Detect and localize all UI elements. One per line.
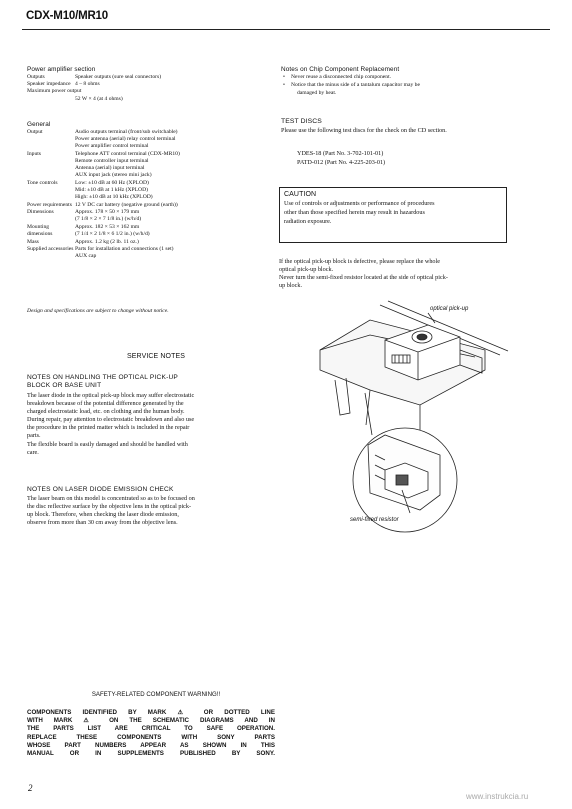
spec-value-line: Mid: ±10 dB at 1 kHz (XPLOD) [75, 187, 148, 194]
test-disc-1: YDES-18 (Part No. 3-702-101-01) [297, 150, 384, 157]
spec-value-line: AUX input jack (stereo mini jack) [75, 171, 152, 178]
safety-line: MANUAL OR IN SUPPLEMENTS PUBLISHED BY SONY. [27, 750, 275, 758]
safety-warning-text [27, 709, 275, 758]
pickup-handling-text [27, 392, 267, 457]
spec-value-line: (7 1/4 × 2 1/8 × 6 1/2 in.) (w/h/d) [75, 230, 150, 237]
laser-text-line: The laser beam on this model is concentrated so as to be focused on [27, 495, 195, 502]
header-rule [22, 29, 550, 30]
spec-label: Output [27, 129, 43, 135]
safety-line: THE PARTS LIST ARE CRITICAL TO SAFE OPERATION. [27, 725, 275, 733]
pickup-note-line: Never turn the semi-fixed resistor located at the side of optical pick- [279, 274, 448, 282]
spec-label: Speaker impedance [27, 81, 71, 87]
figure-label-semi-fixed-resistor: semi-fixed resistor [350, 517, 399, 523]
spec-value [75, 224, 295, 238]
caution-line-3: radiation exposure. [284, 218, 332, 225]
caution-line-1: Use of controls or adjustments or performance of procedures [284, 200, 435, 207]
spec-value-line: Power amplifier control terminal [75, 143, 149, 149]
pickup-note-line: optical pick-up block. [279, 266, 334, 274]
spec-value-line: (7 1/8 × 2 × 7 1/8 in.) (w/h/d) [75, 216, 142, 223]
spec-label: Supplied accessories [27, 245, 74, 252]
spec-value [75, 151, 295, 179]
laser-text-line: up block. Therefore, when checking the laser diode emission, [27, 511, 179, 519]
pickup-replace-note [279, 258, 519, 290]
pickup-heading-line1: NOTES ON HANDLING THE OPTICAL PICK-UP [27, 374, 179, 381]
safety-line: WHOSE PART NUMBERS APPEAR AS SHOWN IN THIS [27, 741, 275, 749]
spec-value [75, 180, 295, 201]
spec-label: Inputs [27, 150, 41, 157]
spec-value-line: Remote controller input terminal [75, 157, 149, 164]
spec-value-line: Approx. 178 × 50 × 179 mm [75, 209, 140, 216]
safety-line: REPLACE THESE COMPONENTS WITH SONY PARTS [27, 733, 275, 741]
pickup-text-line: During repair, pay attention to electrostatic breakdown and also use [27, 416, 195, 424]
figure-label-optical-pickup: optical pick-up [430, 306, 469, 312]
laser-check-text [27, 495, 267, 527]
laser-text-line: observe from more than 30 cm away from the objective lens. [27, 519, 178, 527]
caution-heading: CAUTION [284, 191, 317, 198]
spec-label: Outputs [27, 74, 45, 80]
spec-change-note: Design and specifications are subject to change without notice. [27, 308, 169, 314]
pickup-note-line: up block. [279, 282, 303, 290]
chip-heading: Notes on Chip Component Replacement [281, 66, 400, 73]
model-title: CDX-M10/MR10 [26, 10, 108, 22]
test-disc-2: PATD-012 (Part No. 4-225-203-01) [297, 159, 386, 166]
spec-value-line: Telephone ATT control terminal (CDX-MR10) [75, 150, 180, 157]
spec-value [75, 129, 295, 150]
test-discs-heading: TEST DISCS [281, 118, 322, 125]
spec-label: Mass [27, 238, 39, 245]
spec-value [75, 239, 295, 246]
pickup-note-line: If the optical pick-up block is defective, please replace the whole [279, 258, 440, 265]
page-number: 2 [28, 783, 33, 793]
pickup-text-line: The laser diode in the optical pick-up block may suffer electrostatic [27, 392, 195, 399]
spec-label: Dimensions [27, 209, 54, 216]
pickup-text-line: the procedure in the printed matter which is included in the repair [27, 424, 190, 432]
chip-item-2-cont: damaged by heat. [297, 90, 337, 96]
optical-pickup-figure [310, 295, 540, 535]
pickup-text-line: parts. [27, 432, 41, 440]
spec-label: Mounting dimensions [27, 223, 53, 237]
pickup-heading-line2: BLOCK OR BASE UNIT [27, 382, 102, 389]
chip-item-1: Never reuse a disconnected chip component. [291, 74, 392, 80]
laser-text-line: the disc reflective surface by the objective lens in the optical pick- [27, 503, 192, 511]
pickup-text-line: care. [27, 448, 39, 456]
spec-value-line: Audio outputs terminal (front/sub switchable) [75, 129, 178, 135]
spec-value: 4 – 8 ohms [75, 81, 100, 87]
service-notes-title: SERVICE NOTES [127, 353, 185, 360]
spec-value-line: Low: ±10 dB at 60 Hz (XPLOD) [75, 180, 149, 187]
watermark: www.instrukcia.ru [466, 792, 529, 801]
spec-value-line: Power antenna (aerial) relay control terminal [75, 136, 176, 142]
general-heading: General [27, 121, 51, 128]
spec-value [75, 202, 295, 209]
spec-value-line: Approx. 182 × 53 × 162 mm [75, 223, 140, 230]
spec-value-line: High: ±10 dB at 10 kHz (XPLOD) [75, 194, 153, 201]
chip-item-2: Notice that the minus side of a tantalum capacitor may be [291, 82, 420, 88]
laser-heading: NOTES ON LASER DIODE EMISSION CHECK [27, 486, 174, 493]
pickup-text-line: charged electrostatic load, etc. on clothing and the human body. [27, 408, 185, 416]
pickup-text-line: breakdown because of the potential difference generated by the [27, 400, 184, 408]
spec-value-line: Approx. 1.2 kg (2 lb. 11 oz.) [75, 238, 139, 245]
chip-bullet: • [283, 82, 285, 88]
spec-value [75, 246, 295, 260]
spec-value [75, 209, 295, 223]
spec-value-line: 12 V DC car battery (negative ground (earth)) [75, 202, 178, 208]
safety-line: WITH MARK ⚠ ON THE SCHEMATIC DIAGRAMS AND IN [27, 717, 275, 725]
chip-bullet: • [283, 74, 285, 80]
spec-value-line: AUX cap [75, 252, 97, 259]
power-amp-heading: Power amplifier section [27, 66, 96, 73]
test-discs-intro: Please use the following test discs for the check on the CD section. [281, 127, 447, 134]
spec-value-line: Antenna (aerial) input terminal [75, 164, 145, 171]
pickup-text-line: The flexible board is easily damaged and should be handled with [27, 440, 188, 448]
safety-line: COMPONENTS IDENTIFIED BY MARK ⚠ OR DOTTED LINE [27, 709, 275, 716]
spec-value-line: Parts for installation and connections (1 set) [75, 245, 174, 252]
caution-line-2: other than those specified herein may result in hazardous [284, 209, 425, 216]
spec-value: 52 W × 4 (at 4 ohms) [75, 96, 123, 102]
spec-label: Maximum power output [27, 88, 82, 94]
spec-value: Speaker outputs (sure seal connectors) [75, 74, 162, 80]
spec-label: Tone controls [27, 180, 58, 187]
spec-label: Power requirements [27, 202, 72, 208]
safety-title: SAFETY-RELATED COMPONENT WARNING!! [91, 691, 221, 698]
